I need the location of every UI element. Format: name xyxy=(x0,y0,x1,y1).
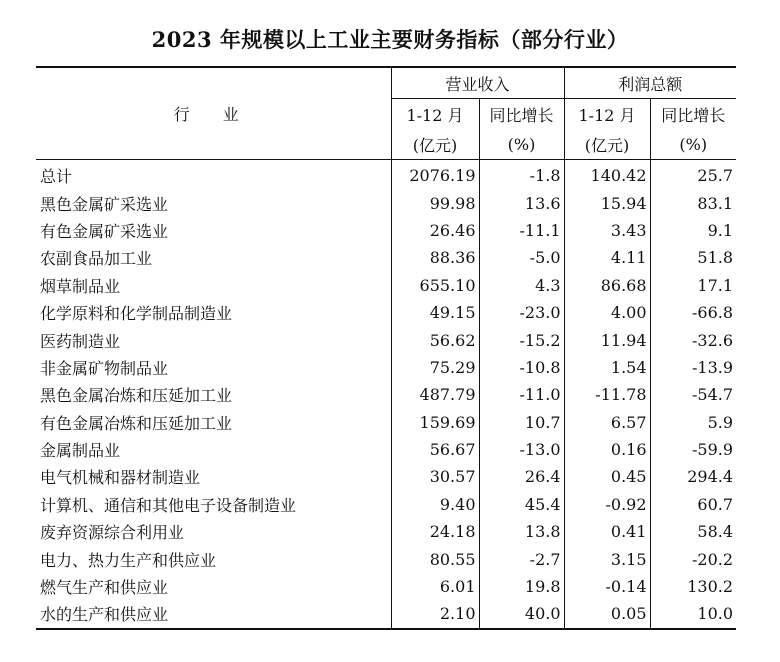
revenue-yoy-value: -5.0 xyxy=(479,244,564,271)
revenue-value: 2.10 xyxy=(391,600,479,628)
revenue-yoy-value: 4.3 xyxy=(479,272,564,299)
revenue-value: 75.29 xyxy=(391,354,479,381)
profit-yoy-value: -32.6 xyxy=(692,330,734,350)
revenue-yoy-value: 26.4 xyxy=(479,463,564,490)
profit-value: 0.45 xyxy=(564,463,650,490)
financial-indicators-table xyxy=(36,66,736,630)
revenue-yoy-header: 同比增长 xyxy=(479,99,564,130)
industry-name: 总计 xyxy=(36,160,391,190)
profit-yoy-value: 5.9 xyxy=(707,412,734,432)
industry-name: 医药制造业 xyxy=(36,326,391,353)
revenue-yoy-value: 45.4 xyxy=(479,491,564,518)
profit-group-header: 利润总额 xyxy=(564,67,736,99)
revenue-value: 6.01 xyxy=(391,573,479,600)
revenue-pct-header: (%) xyxy=(479,129,564,160)
profit-value: 3.15 xyxy=(564,545,650,572)
revenue-value: 26.46 xyxy=(391,217,479,244)
profit-yoy-value: 60.7 xyxy=(697,494,734,514)
table-row xyxy=(36,436,736,463)
table-row xyxy=(36,381,736,408)
profit-value: 3.43 xyxy=(564,217,650,244)
industry-name: 电力、热力生产和供应业 xyxy=(36,545,391,572)
table-row xyxy=(36,160,736,190)
industry-name: 金属制品业 xyxy=(36,436,391,463)
table-row xyxy=(36,491,736,518)
profit-yoy-value: 130.2 xyxy=(687,577,734,597)
profit-yoy-header: 同比增长 xyxy=(661,105,726,125)
revenue-value: 2076.19 xyxy=(391,160,479,190)
profit-value: -0.14 xyxy=(564,573,650,600)
profit-value: 4.11 xyxy=(564,244,650,271)
revenue-yoy-value: 10.7 xyxy=(479,409,564,436)
revenue-yoy-value: 13.6 xyxy=(479,189,564,216)
industry-name: 计算机、通信和其他电子设备制造业 xyxy=(36,491,391,518)
industry-name: 燃气生产和供应业 xyxy=(36,573,391,600)
revenue-yoy-value: 13.8 xyxy=(479,518,564,545)
industry-name: 有色金属矿采选业 xyxy=(36,217,391,244)
profit-yoy-value: 9.1 xyxy=(707,220,734,240)
revenue-yoy-value: -13.0 xyxy=(479,436,564,463)
revenue-yoy-value: -11.1 xyxy=(479,217,564,244)
table-header xyxy=(36,67,736,160)
industry-name: 水的生产和供应业 xyxy=(36,600,391,628)
table-body xyxy=(36,160,736,629)
table-row xyxy=(36,463,736,490)
revenue-yoy-value: -1.8 xyxy=(479,160,564,190)
profit-value: -0.92 xyxy=(564,491,650,518)
profit-yoy-value: 294.4 xyxy=(687,467,734,487)
profit-yoy-value: -66.8 xyxy=(692,303,734,323)
profit-value: 0.16 xyxy=(564,436,650,463)
table-row xyxy=(36,189,736,216)
industry-name: 黑色金属矿采选业 xyxy=(36,189,391,216)
profit-value: 6.57 xyxy=(564,409,650,436)
revenue-yoy-value: -2.7 xyxy=(479,545,564,572)
table-row xyxy=(36,272,736,299)
profit-yoy-value: -54.7 xyxy=(692,385,734,405)
table-row xyxy=(36,354,736,381)
revenue-group-header: 营业收入 xyxy=(391,67,564,99)
profit-unit-header: (亿元) xyxy=(564,129,650,160)
table-row xyxy=(36,409,736,436)
profit-yoy-value: 51.8 xyxy=(697,248,734,268)
profit-yoy-value: 17.1 xyxy=(697,275,734,295)
table-row xyxy=(36,244,736,271)
revenue-period-header: 1-12 月 xyxy=(391,99,479,130)
industry-name: 有色金属冶炼和压延加工业 xyxy=(36,409,391,436)
revenue-value: 30.57 xyxy=(391,463,479,490)
profit-yoy-value: -59.9 xyxy=(692,440,734,460)
profit-value: 0.05 xyxy=(564,600,650,628)
profit-pct-header: (%) xyxy=(650,129,736,160)
profit-yoy-value: 58.4 xyxy=(697,522,734,542)
industry-name: 化学原料和化学制品制造业 xyxy=(36,299,391,326)
profit-yoy-value: 25.7 xyxy=(697,166,734,186)
table-row xyxy=(36,573,736,600)
profit-value: 140.42 xyxy=(564,160,650,190)
industry-name: 废弃资源综合利用业 xyxy=(36,518,391,545)
revenue-yoy-value: -15.2 xyxy=(479,326,564,353)
revenue-value: 49.15 xyxy=(391,299,479,326)
revenue-yoy-value: 40.0 xyxy=(479,600,564,628)
profit-value: 15.94 xyxy=(564,189,650,216)
industry-name: 农副食品加工业 xyxy=(36,244,391,271)
table-row xyxy=(36,326,736,353)
revenue-value: 487.79 xyxy=(391,381,479,408)
industry-name: 烟草制品业 xyxy=(36,272,391,299)
table-row xyxy=(36,518,736,545)
revenue-value: 24.18 xyxy=(391,518,479,545)
profit-yoy-value: -20.2 xyxy=(692,549,734,569)
profit-yoy-value: -13.9 xyxy=(692,357,734,377)
revenue-yoy-value: -10.8 xyxy=(479,354,564,381)
revenue-value: 655.10 xyxy=(391,272,479,299)
profit-period-header: 1-12 月 xyxy=(564,99,650,130)
revenue-value: 159.69 xyxy=(391,409,479,436)
profit-yoy-value: 10.0 xyxy=(650,600,736,628)
table-row xyxy=(36,600,736,628)
industry-name: 非金属矿物制品业 xyxy=(36,354,391,381)
revenue-unit-header: (亿元) xyxy=(391,129,479,160)
industry-name: 黑色金属冶炼和压延加工业 xyxy=(36,381,391,408)
profit-yoy-value: 83.1 xyxy=(697,193,734,213)
page-title: 2023 年规模以上工业主要财务指标（部分行业） xyxy=(151,27,629,52)
profit-value: 1.54 xyxy=(564,354,650,381)
revenue-value: 99.98 xyxy=(391,189,479,216)
profit-value: 4.00 xyxy=(564,299,650,326)
profit-value: 0.41 xyxy=(564,518,650,545)
revenue-value: 56.67 xyxy=(391,436,479,463)
revenue-yoy-value: -11.0 xyxy=(479,381,564,408)
table-row xyxy=(36,299,736,326)
revenue-value: 56.62 xyxy=(391,326,479,353)
profit-value: 86.68 xyxy=(564,272,650,299)
profit-value: -11.78 xyxy=(564,381,650,408)
table-row xyxy=(36,217,736,244)
revenue-value: 9.40 xyxy=(391,491,479,518)
table-row xyxy=(36,545,736,572)
profit-value: 11.94 xyxy=(564,326,650,353)
revenue-value: 80.55 xyxy=(391,545,479,572)
industry-name: 电气机械和器材制造业 xyxy=(36,463,391,490)
industry-header: 行 业 xyxy=(36,67,391,160)
revenue-yoy-value: 19.8 xyxy=(479,573,564,600)
revenue-value: 88.36 xyxy=(391,244,479,271)
revenue-yoy-value: -23.0 xyxy=(479,299,564,326)
